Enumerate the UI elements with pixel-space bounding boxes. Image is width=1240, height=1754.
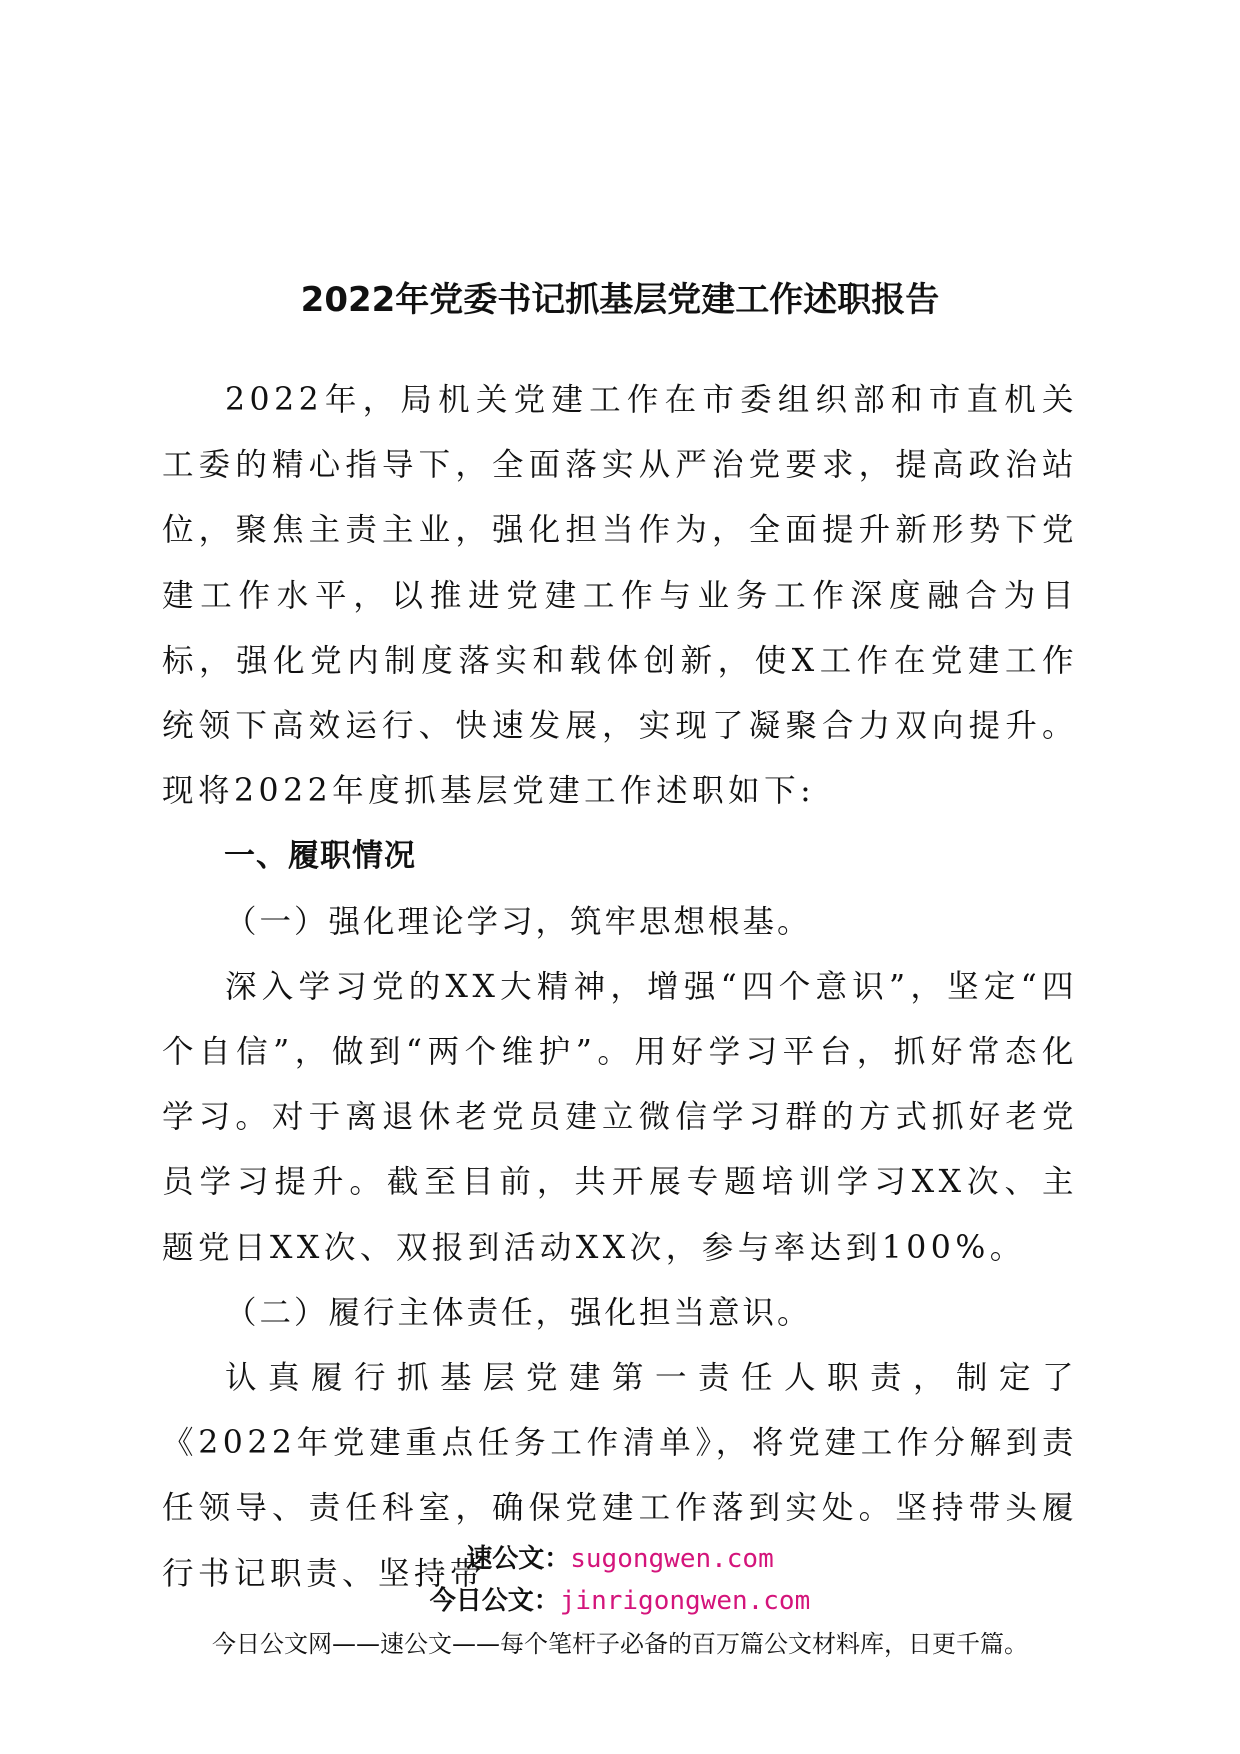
footer-link-jinrigongwen[interactable]: jinrigongwen.com	[559, 1586, 811, 1616]
paragraph-intro: 2022年，局机关党建工作在市委组织部和市直机关工委的精心指导下，全面落实从严治党要求，提高政治站位，聚焦主责主业，强化担当作为，全面提升新形势下党建工作水平，以推进党建工作与业务工作深度融合为目标，强化党内制度落实和载体创新，使X工作在党建工作统领下高效运行、快速发展，实现了凝聚合力双向提升。现将2022年度抓基层党建工作述职如下:	[162, 382, 1078, 810]
footer-slogan: 今日公文网——速公文——每个笔杆子必备的百万篇公文材料库，日更千篇。	[212, 1630, 1028, 1658]
footer-label-2: 今日公文：	[429, 1586, 560, 1616]
paragraph-responsibility: 认真履行抓基层党建第一责任人职责，制定了《2022年党建重点任务工作清单》，将党建工作分解到责任领导、责任科室，确保党建工作落到实处。坚持带头履行书记职责、坚持带	[162, 1360, 1078, 1592]
subsection-heading-2: （二）履行主体责任，强化担当意识。	[225, 1294, 812, 1331]
footer-link-sugongwen[interactable]: sugongwen.com	[570, 1544, 774, 1574]
footer-jinrigongwen	[0, 1580, 1240, 1617]
subsection-heading-1: （一）强化理论学习，筑牢思想根基。	[225, 903, 812, 940]
footer-label-1: 速公文：	[466, 1544, 571, 1574]
document-title: 2022年党委书记抓基层党建工作述职报告	[300, 280, 940, 320]
footer-sugongwen	[0, 1538, 1240, 1575]
document-body	[162, 368, 1078, 1607]
paragraph-study: 深入学习党的XX大精神，增强“四个意识”，坚定“四个自信”，做到“两个维护”。用好学习平台，抓好常态化学习。对于离退休老党员建立微信学习群的方式抓好老党员学习提升。截至目前，共开展专题培训学习XX次、主题党日XX次、双报到活动XX次，参与率达到100%。	[162, 968, 1078, 1266]
section-heading-1: 一、履职情况	[224, 838, 416, 875]
